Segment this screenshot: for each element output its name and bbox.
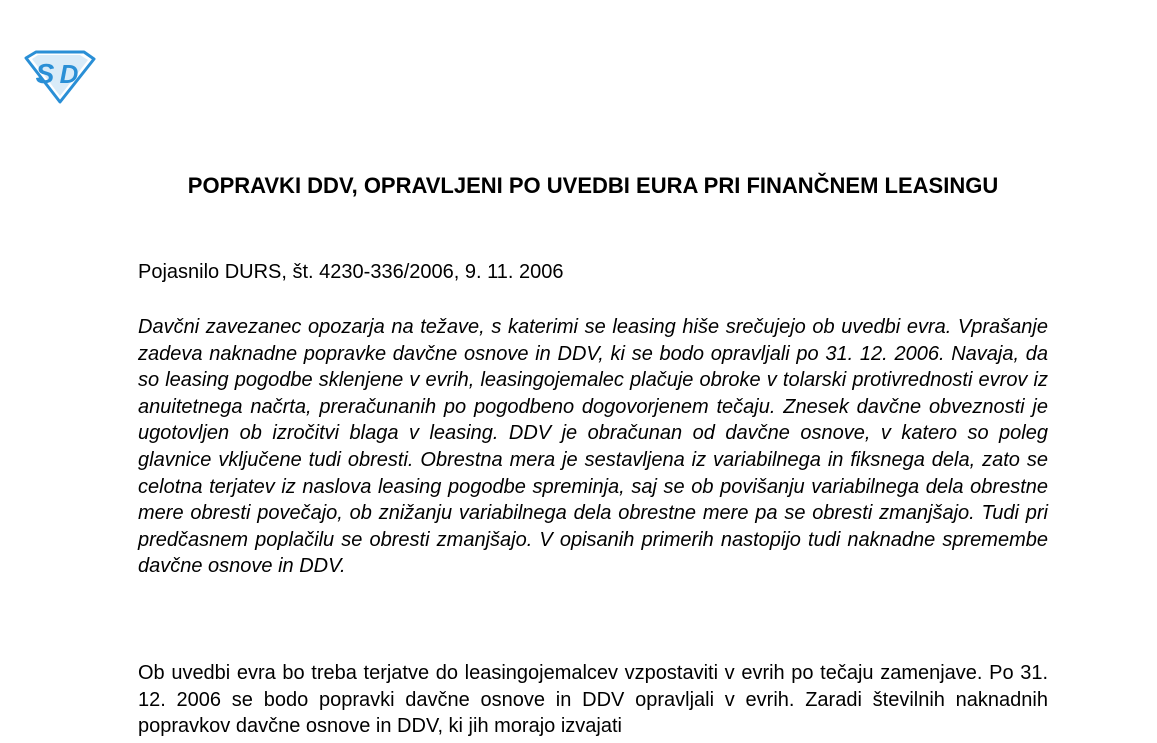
svg-text:D: D bbox=[59, 59, 79, 89]
document-title: POPRAVKI DDV, OPRAVLJENI PO UVEDBI EURA PRI FINANČNEM LEASINGU bbox=[187, 173, 999, 198]
paragraph-question: Davčni zavezanec opozarja na težave, s katerimi se leasing hiše srečujejo ob uvedbi evra. Vprašanje zadeva naknadne popravke davčne osnove in DDV, ki se bodo opravljali po 31. 12. 2006. Navaja, da so leasing pogodbe sklenjene v evrih, leasingojemalec plačuje obroke v tolarski protivrednosti evrov iz anuitetnega načrta, preračunanih po pogodbeno dogovorjenem tečaju. Znesek davčne obveznosti je ugotovljen ob izročitvi blaga v leasing. DDV je obračunan od davčne osnove, v katero so poleg glavnice vključene tudi obresti. Obrestna mera je sestavljena iz variabilnega in fiksnega dela, zato se celotna terjatev iz naslova leasing pogodbe spreminja, saj se ob povišanju variabilnega dela obrestne mere obresti povečajo, ob znižanju variabilnega dela obrestne mere pa se obresti zmanjšajo. Tudi pri predčasnem poplačilu se obresti zmanjšajo. V opisanih primerih nastopijo tudi naknadne spremembe davčne osnove in DDV. bbox=[138, 316, 1048, 578]
sd-shield-logo-icon bbox=[22, 50, 96, 104]
document-reference: Pojasnilo DURS, št. 4230-336/2006, 9. 11. 2006 bbox=[138, 261, 564, 283]
paragraph-answer: Ob uvedbi evra bo treba terjatve do leasingojemalcev vzpostaviti v evrih po tečaju zamenjave. Po 31. 12. 2006 se bodo popravki davčne osnove in DDV opravljali v evrih. Zaradi številnih naknadnih popravkov davčne osnove in DDV, ki jih morajo izvajati bbox=[138, 662, 1048, 738]
svg-text:S: S bbox=[35, 58, 55, 89]
